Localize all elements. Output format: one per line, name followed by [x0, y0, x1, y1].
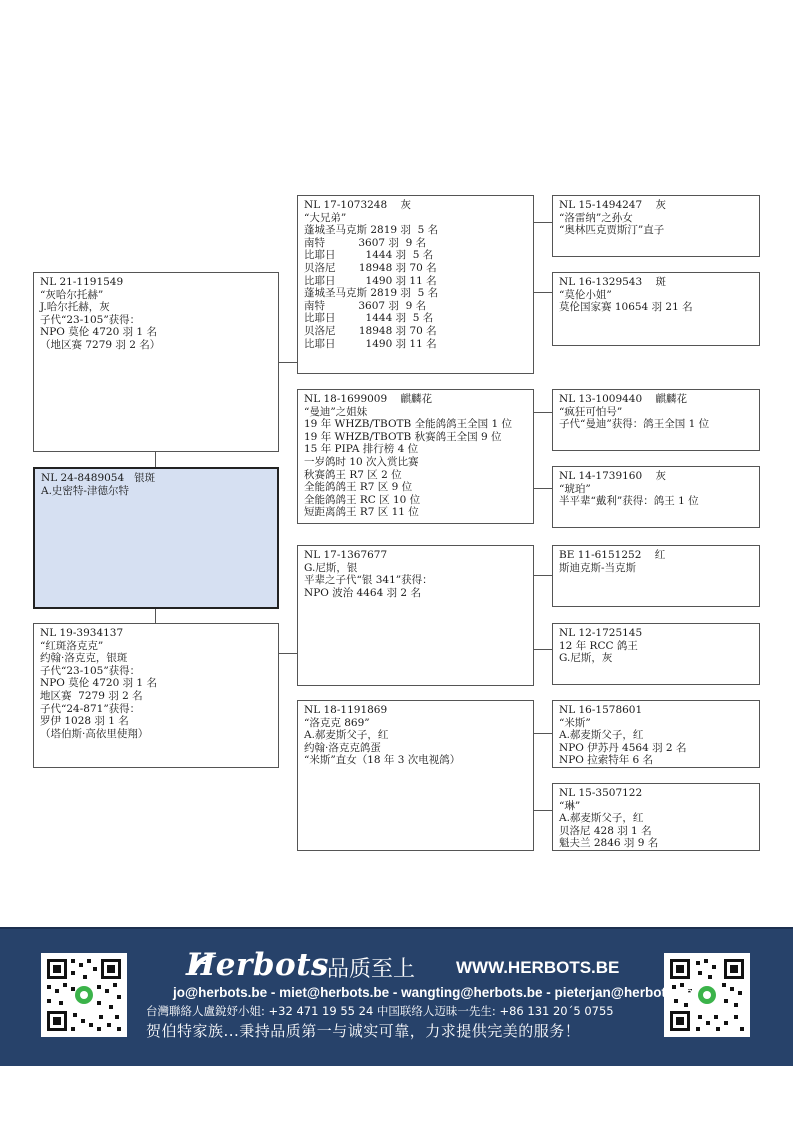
pedigree-line: 贝洛尼 428 羽 1 名 — [559, 824, 652, 837]
pedigree-line: 15 年 PIPA 排行榜 4 位 — [304, 443, 419, 456]
pedigree-box-sire-dam — [297, 389, 534, 524]
pedigree-box-dam-dam — [297, 700, 534, 851]
connector-line — [534, 488, 552, 489]
contact-emails[interactable]: jo@herbots.be - miet@herbots.be - wangting@herbots.be - pieterjan@herbots.be — [173, 985, 693, 1000]
pedigree-line: “奥林匹克贾斯汀”直子 — [559, 224, 665, 237]
pedigree-line: 南特 3607 羽 9 名 — [304, 236, 427, 249]
pedigree-line: “米斯”直女（18 年 3 次电视鸽） — [304, 754, 461, 767]
pedigree-line: 约翰·洛克克鸽蛋 — [304, 741, 381, 754]
pedigree-line: NPO 莫伦 4720 羽 1 名 — [40, 326, 157, 339]
ring-number: NL 18-1699009 麒麟花 — [304, 393, 433, 405]
pedigree-line: 19 年 WHZB/TBOTB 全能鸽鸽王全国 1 位 — [304, 418, 512, 431]
pedigree-box-ssd — [552, 272, 760, 346]
pedigree-line: “红斑洛克克” — [40, 639, 104, 652]
pedigree-line: （塔伯斯·高依里使翔） — [40, 727, 149, 740]
pedigree-line: 地区赛 7279 羽 2 名 — [40, 689, 143, 702]
pedigree-box-dds — [552, 700, 760, 768]
footer-motto: 贺伯特家族...秉持品质第一与诚实可靠，力求提供完美的服务！ — [146, 1022, 581, 1040]
pedigree-line: A.郝麦斯父子，红 — [559, 812, 644, 825]
ring-number: NL 14-1739160 灰 — [559, 470, 667, 482]
connector-line — [534, 733, 552, 734]
qr-code-left-icon — [41, 953, 127, 1037]
pedigree-box-sds — [552, 389, 760, 451]
pedigree-line: 约翰·洛克克，银斑 — [40, 652, 128, 665]
pedigree-box-subject — [33, 467, 279, 609]
connector-line — [155, 452, 156, 468]
connector-line — [534, 412, 552, 413]
ring-number: NL 15-3507122 — [559, 787, 643, 799]
pedigree-box-dam — [33, 623, 279, 768]
pedigree-line: “琳” — [559, 799, 581, 812]
pedigree-line: 蓬城圣马克斯 2819 羽 5 名 — [304, 287, 439, 300]
pedigree-line: 子代“23-105”获得： — [40, 664, 141, 677]
pedigree-line: 子代“23-105”获得： — [40, 313, 141, 326]
pedigree-line: NPO 伊苏丹 4564 羽 2 名 — [559, 741, 687, 754]
brand-slogan: 品质至上 — [327, 957, 416, 982]
connector-line — [534, 575, 552, 576]
connector-line — [534, 292, 552, 293]
pedigree-line: 全能鸽鸽王 R7 区 9 位 — [304, 481, 413, 494]
pedigree-line: 秋赛鸽王 R7 区 2 位 — [304, 468, 402, 481]
pedigree-line: 比耶日 1444 羽 5 名 — [304, 312, 434, 325]
ring-number: NL 12-1725145 — [559, 627, 643, 639]
pedigree-line: “疯狂可怕号” — [559, 405, 623, 418]
pedigree-line: 罗伊 1028 羽 1 名 — [40, 715, 129, 728]
pedigree-box-ddd — [552, 783, 760, 851]
pedigree-line: 平辈之子代“银 341”获得： — [304, 574, 433, 587]
connector-line — [534, 649, 552, 650]
pedigree-line: “曼迪”之姐妹 — [304, 405, 368, 418]
pedigree-box-sss — [552, 195, 760, 257]
website-link[interactable]: WWW.HERBOTS.BE — [456, 958, 620, 977]
pedigree-line: NPO 波治 4464 羽 2 名 — [304, 586, 421, 599]
ring-number: NL 15-1494247 灰 — [559, 199, 667, 211]
pedigree-line: “莫伦小姐” — [559, 288, 612, 301]
pedigree-line: 斯迪克斯-当克斯 — [559, 561, 637, 574]
pedigree-line: 比耶日 1444 羽 5 名 — [304, 249, 434, 262]
pedigree-line: 半平辈“戴利”获得：鸽王 1 位 — [559, 495, 699, 508]
footer-border — [0, 927, 793, 929]
contact-phones: 台灣聯絡人盧銳妤小姐: +32 471 19 55 24 中国联络人迈昧一先生: +86 131 20´5 0755 — [146, 1004, 614, 1018]
ring-number: NL 13-1009440 麒麟花 — [559, 393, 688, 405]
pedigree-line: A.郝麦斯父子，红 — [559, 729, 644, 742]
pedigree-line: G.尼斯，灰 — [559, 652, 613, 665]
pedigree-line: 魁夫兰 2846 羽 9 名 — [559, 837, 659, 850]
ring-number: NL 16-1578601 — [559, 704, 643, 716]
pedigree-line: 比耶日 1490 羽 11 名 — [304, 337, 437, 350]
pedigree-box-dam-sire — [297, 545, 534, 686]
pedigree-line: 19 年 WHZB/TBOTB 秋赛鸽王全国 9 位 — [304, 430, 502, 443]
pedigree-line: A.郝麦斯父子，红 — [304, 729, 389, 742]
pedigree-line: 蓬城圣马克斯 2819 羽 5 名 — [304, 224, 439, 237]
pedigree-line: G.尼斯，银 — [304, 561, 358, 574]
pedigree-line: 子代“24-871”获得： — [40, 702, 141, 715]
ring-number: NL 21-1191549 — [40, 276, 124, 288]
pedigree-line: NPO 拉索特年 6 名 — [559, 754, 654, 767]
pedigree-box-dsd — [552, 623, 760, 685]
footer-banner — [0, 927, 793, 1066]
pedigree-line: 南特 3607 羽 9 名 — [304, 299, 427, 312]
pedigree-line: 12 年 RCC 鸽王 — [559, 639, 638, 652]
pedigree-line: 短距离鸽王 R7 区 11 位 — [304, 506, 419, 519]
connector-line — [534, 222, 552, 223]
pedigree-line: “灰哈尔托赫” — [40, 288, 104, 301]
pedigree-box-sire — [33, 272, 279, 452]
pedigree-box-dss — [552, 545, 760, 607]
connector-line — [534, 810, 552, 811]
ring-number: NL 19-3934137 — [40, 627, 124, 639]
pedigree-line: （地区赛 7279 羽 2 名） — [40, 338, 161, 351]
ring-number: NL 17-1073248 灰 — [304, 199, 412, 211]
connector-line — [279, 362, 297, 363]
pedigree-line: “洛克克 869” — [304, 716, 370, 729]
pedigree-line: 莫伦国家赛 10654 羽 21 名 — [559, 301, 693, 314]
pedigree-line: 贝洛尼 18948 羽 70 名 — [304, 261, 437, 274]
pedigree-line: 贝洛尼 18948 羽 70 名 — [304, 324, 437, 337]
pedigree-line: 全能鸽鸽王 RC 区 10 位 — [304, 493, 421, 506]
connector-line — [155, 608, 156, 624]
pedigree-line: A.史密特-津德尔特 — [41, 484, 129, 497]
pedigree-line: “琥珀” — [559, 482, 591, 495]
pedigree-line: J.哈尔托赫，灰 — [40, 301, 110, 314]
pedigree-line: “洛雷纳”之孙女 — [559, 211, 633, 224]
ring-number: BE 11-6151252 红 — [559, 549, 666, 561]
pedigree-box-sire-sire — [297, 195, 534, 374]
connector-line — [279, 653, 297, 654]
pedigree-box-sdd — [552, 466, 760, 528]
pedigree-line: 比耶日 1490 羽 11 名 — [304, 274, 437, 287]
ring-number: NL 18-1191869 — [304, 704, 388, 716]
brand-logo-text: Herbots — [186, 947, 329, 983]
pedigree-line: “大兄弟” — [304, 211, 347, 224]
pedigree-line: NPO 莫伦 4720 羽 1 名 — [40, 677, 157, 690]
ring-number: NL 24-8489054 银斑 — [41, 472, 156, 484]
ring-number: NL 16-1329543 斑 — [559, 276, 667, 288]
pedigree-line: 子代“曼迪”获得：鸽王全国 1 位 — [559, 418, 710, 431]
pedigree-line: “米斯” — [559, 716, 591, 729]
pedigree-line: 一岁鸽时 10 次入赏比赛 — [304, 455, 419, 468]
ring-number: NL 17-1367677 — [304, 549, 388, 561]
